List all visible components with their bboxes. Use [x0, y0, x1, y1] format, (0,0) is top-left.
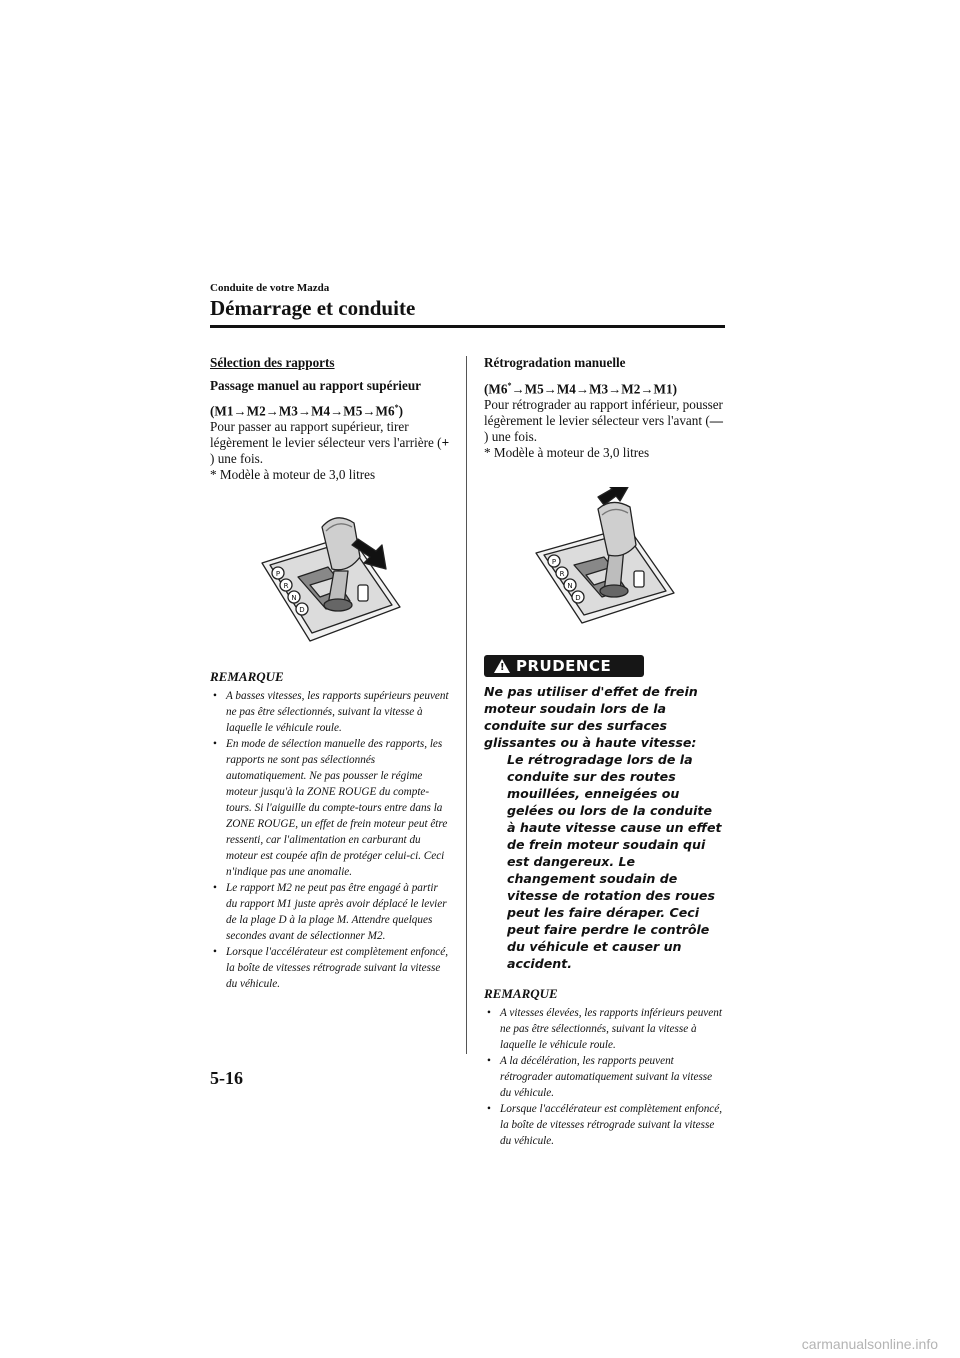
caution-heading: Ne pas utiliser d'effet de frein moteur soudain lors de la conduite sur des surfaces glissantes ou à haute vitesse: [484, 684, 698, 751]
gate-letter-r: R [559, 570, 565, 579]
right-column [484, 355, 724, 1149]
downshift-footnote: * Modèle à moteur de 3,0 litres [484, 445, 650, 461]
list-item: • A basses vitesses, les rapports supérieurs peuvent ne pas être sélectionnés, suivant la vitesse à laquelle le véhicule roule. [210, 688, 450, 736]
gate-letter-d: D [575, 594, 581, 603]
warning-icon [494, 659, 510, 673]
list-item: • Le rapport M2 ne peut pas être engagé à partir du rapport M1 juste après avoir déplacé le levier de la plage D à la plage M. Attendre quelques secondes avant de sélectionner M2. [210, 880, 450, 944]
gate-letter-d: D [299, 606, 305, 615]
gate-letter-p: P [551, 558, 557, 567]
minus-icon: — [709, 413, 723, 429]
shifter-upshift-illustration [250, 505, 410, 655]
upshift-footnote: * Modèle à moteur de 3,0 litres [210, 467, 376, 483]
shifter-downshift-illustration [524, 487, 684, 637]
footnote-mark: * [507, 381, 512, 390]
list-item: • Lorsque l'accélérateur est complètement enfoncé, la boîte de vitesses rétrograde suivant la vitesse du véhicule. [210, 944, 450, 992]
downshift-sequence: (M6*→M5→M4→M3→M2→M1) [484, 381, 677, 397]
header-rule [210, 325, 725, 328]
downshift-body: Pour rétrograder au rapport inférieur, pousser légèrement le levier sélecteur vers l'avant (— ) une fois. [484, 397, 723, 445]
column-divider [466, 356, 467, 1054]
section-label: Conduite de votre Mazda [210, 282, 330, 294]
note-title-left: REMARQUE [210, 669, 284, 685]
section-heading: Sélection des rapports [210, 355, 335, 370]
gate-letter-p: P [275, 570, 281, 579]
caution-banner [484, 655, 644, 677]
list-item: • Lorsque l'accélérateur est complètement enfoncé, la boîte de vitesses rétrograde suivant la vitesse du véhicule. [484, 1101, 724, 1149]
upshift-body: Pour passer au rapport supérieur, tirer légèrement le levier sélecteur vers l'arrière (+ ) une fois. [210, 419, 450, 467]
left-column [210, 355, 450, 992]
upshift-heading: Passage manuel au rapport supérieur [210, 378, 421, 393]
footnote-mark: * [394, 403, 399, 412]
chapter-title: Démarrage et conduite [210, 296, 416, 320]
caution-body: Le rétrogradage lors de la conduite sur des routes mouillées, enneigées ou gelées ou lors de la conduite à haute vitesse cause un effet de frein moteur soudain qui est dangereux. Le changement soudain de vitesse de rotation des roues peut les faire déraper. Ceci peut faire perdre le contrôle du véhicule et causer un accident. [507, 752, 722, 972]
upshift-sequence: (M1→M2→M3→M4→M5→M6*) [210, 403, 403, 419]
note-title-right: REMARQUE [484, 986, 558, 1002]
list-item: • En mode de sélection manuelle des rapports, les rapports ne sont pas sélectionnés automatiquement. Ne pas pousser le régime moteur jusqu'à la ZONE ROUGE du compte-tours. Si l'aiguille du compte-tours entre dans la ZONE ROUGE, un effet de frein moteur peut être ressenti, car l'alimentation en carburant du moteur est coupée afin de protéger celui-ci. Ceci n'indique pas une anomalie. [210, 736, 450, 880]
caution-label: PRUDENCE [516, 657, 612, 676]
notes-list-left [210, 688, 450, 992]
gate-letter-n: N [291, 594, 297, 603]
list-item: • A la décélération, les rapports peuvent rétrograder automatiquement suivant la vitesse du véhicule. [484, 1053, 724, 1101]
list-item: • A vitesses élevées, les rapports inférieurs peuvent ne pas être sélectionnés, suivant la vitesse à laquelle le véhicule roule. [484, 1005, 724, 1053]
notes-list-right [484, 1005, 724, 1149]
caution-text [484, 683, 724, 972]
plus-icon: + [441, 435, 450, 451]
page-number: 5-16 [210, 1068, 243, 1088]
downshift-heading: Rétrogradation manuelle [484, 355, 626, 370]
gate-letter-r: R [283, 582, 289, 591]
gate-letter-n: N [567, 582, 573, 591]
watermark: carmanualsonline.info [801, 1336, 938, 1352]
